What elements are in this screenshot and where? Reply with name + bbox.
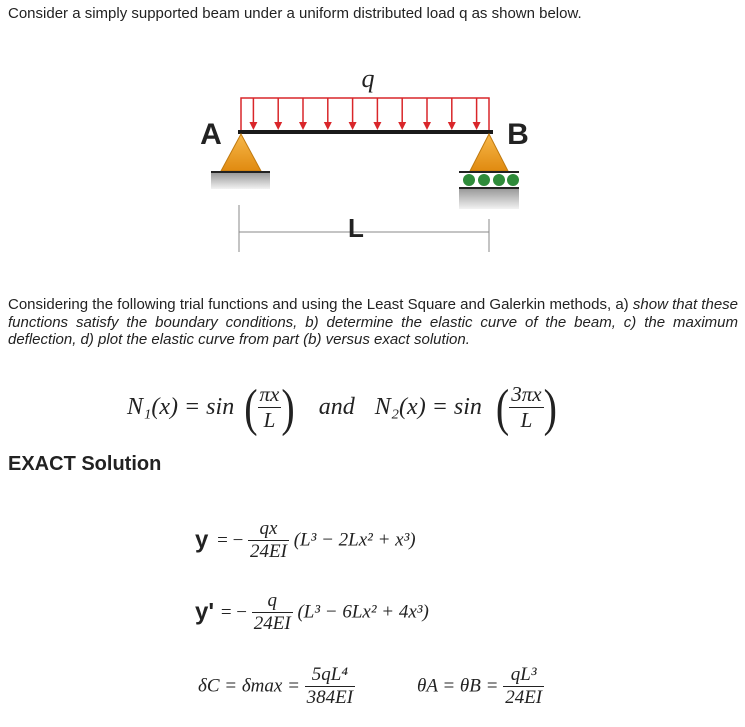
- y-polynomial: (L³ − 2Lx² + x³): [293, 529, 416, 551]
- n2-lhs: N₂(x) = sin: [374, 394, 482, 420]
- y-fraction: [248, 518, 289, 563]
- roller-2: [478, 174, 490, 186]
- conj-and: and: [318, 394, 355, 420]
- n2-close-paren: ): [543, 378, 557, 437]
- yprime-numerator: q: [252, 590, 293, 613]
- roller-1: [463, 174, 475, 186]
- intro-text: Consider a simply supported beam under a uniform distributed load q as shown below.: [8, 5, 582, 22]
- ground-a: [211, 173, 270, 189]
- support-a-label: A: [200, 118, 222, 151]
- delta-fraction: [305, 664, 355, 709]
- load-arrow-head: [473, 122, 481, 130]
- load-arrow-head: [299, 122, 307, 130]
- yprime-polynomial: (L³ − 6Lx² + 4x³): [297, 601, 429, 623]
- trial-functions: [127, 378, 557, 442]
- load-arrow-head: [349, 122, 357, 130]
- y-label: y: [195, 526, 209, 554]
- n1-fraction: [258, 382, 282, 433]
- delta-denominator: 384EI: [306, 687, 354, 708]
- n2-fraction: [509, 382, 543, 433]
- problem-intro: Considering the following trial functions and using the Least Square and Galerkin methods, a): [8, 296, 629, 313]
- n1-denominator: L: [263, 408, 276, 432]
- yprime-label: y': [195, 598, 215, 626]
- y-numerator: qx: [248, 518, 289, 541]
- yprime-equation: [195, 590, 429, 635]
- load-label: q: [361, 64, 375, 93]
- span-dimension: [239, 205, 489, 252]
- theta-denominator: 24EI: [505, 687, 543, 708]
- n1-numerator: πx: [259, 382, 280, 406]
- yprime-denominator: 24EI: [253, 613, 291, 634]
- beam-diagram: [0, 0, 745, 290]
- delta-lhs: δC = δmax =: [198, 675, 300, 697]
- yprime-eq-sign: = −: [220, 601, 247, 623]
- ground-b: [459, 189, 519, 209]
- n1-open-paren: (: [244, 378, 258, 437]
- load-arrow-head: [423, 122, 431, 130]
- exact-heading: EXACT Solution: [8, 453, 162, 475]
- beam: [238, 130, 493, 134]
- problem-statement: [8, 296, 738, 349]
- n2-open-paren: (: [495, 378, 510, 437]
- n2-denominator: L: [520, 408, 533, 432]
- theta-lhs: θA = θB =: [417, 675, 499, 697]
- y-equation: [195, 518, 416, 563]
- theta-numerator: qL³: [503, 664, 544, 687]
- delta-numerator: 5qL⁴: [305, 664, 355, 687]
- theta-equation: [417, 664, 544, 709]
- distributed-load: [241, 98, 489, 131]
- load-arrow-head: [398, 122, 406, 130]
- load-arrow-head: [249, 122, 257, 130]
- load-arrow-head: [274, 122, 282, 130]
- theta-fraction: [503, 664, 544, 709]
- y-eq-sign: = −: [217, 529, 244, 551]
- n1-close-paren: ): [281, 378, 295, 437]
- y-denominator: 24EI: [250, 541, 287, 562]
- support-b-label: B: [507, 118, 529, 151]
- n1-lhs: N₁(x) = sin: [127, 394, 235, 420]
- delta-max-equation: [198, 664, 355, 709]
- load-arrow-head: [373, 122, 381, 130]
- problem-italic: show that these functions satisfy the boundary conditions, b) determine the elastic curve of the beam, c) the maximum deflection, d) plot the elastic curve from part (b) versus exact solution.: [8, 296, 739, 348]
- span-label: L: [348, 213, 364, 243]
- roller-3: [493, 174, 505, 186]
- yprime-fraction: [252, 590, 293, 635]
- roller-4: [507, 174, 519, 186]
- load-arrows: [249, 98, 480, 130]
- load-arrow-head: [448, 122, 456, 130]
- n2-numerator: 3πx: [511, 382, 542, 406]
- load-arrow-head: [324, 122, 332, 130]
